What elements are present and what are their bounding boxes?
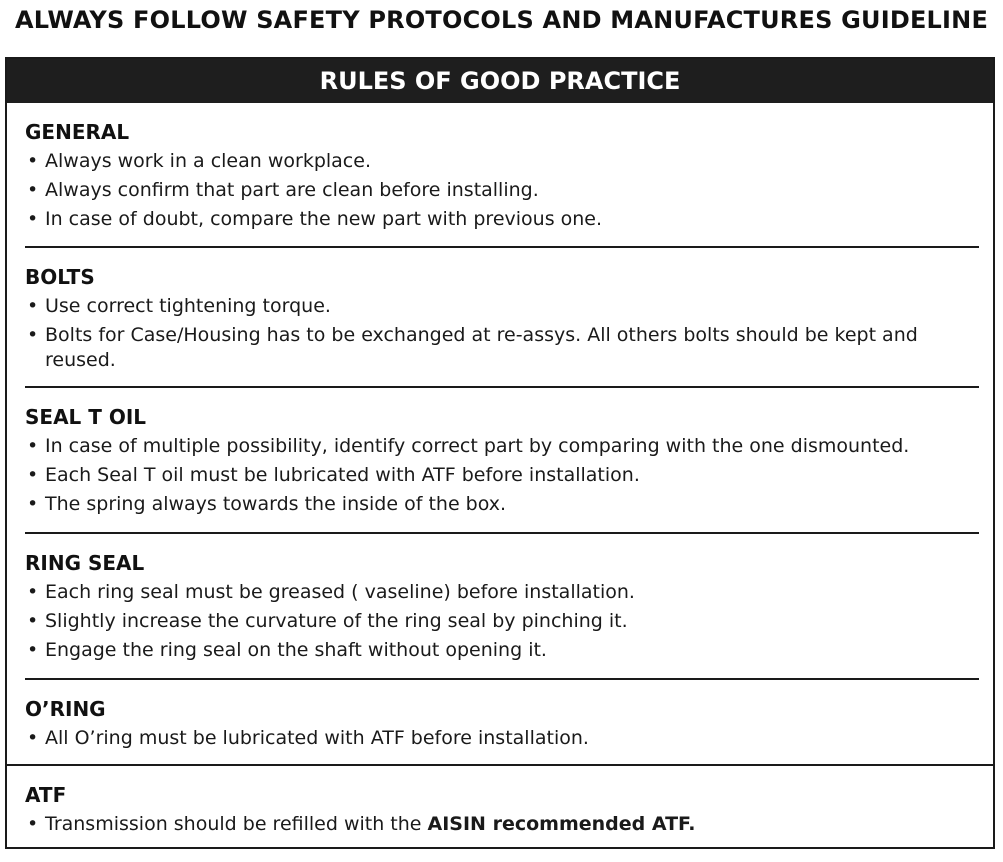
item-text: Slightly increase the curvature of the ring seal by pinching it.: [45, 610, 628, 632]
bullet-icon: •: [27, 727, 39, 749]
list-item: [25, 432, 979, 461]
section-general: [25, 119, 979, 234]
bullet-icon: •: [27, 179, 39, 201]
list-item: [25, 205, 979, 234]
section-o-ring: [25, 696, 979, 753]
seal-t-oil-list: [25, 432, 979, 519]
section-bolts: [25, 264, 979, 373]
ring-seal-list: [25, 578, 979, 665]
bullet-icon: •: [27, 493, 39, 515]
list-item: [25, 292, 979, 321]
section-divider: [25, 246, 979, 248]
list-item: [25, 147, 979, 176]
section-divider: [25, 386, 979, 388]
item-emphasis: AISIN recommended ATF.: [427, 813, 696, 835]
o-ring-list: [25, 724, 979, 753]
list-item: [25, 636, 979, 665]
item-text: Each Seal T oil must be lubricated with ATF before installation.: [45, 464, 640, 486]
bullet-icon: •: [27, 208, 39, 230]
page-heading: ALWAYS FOLLOW SAFETY PROTOCOLS AND MANUFACTURES GUIDELINE: [14, 6, 989, 34]
section-title-seal-t-oil: SEAL T OIL: [25, 405, 147, 429]
rules-box: [5, 57, 995, 849]
list-item: [25, 810, 979, 839]
item-text: Use correct tightening torque.: [45, 295, 331, 317]
bullet-icon: •: [27, 581, 39, 603]
item-text: Bolts for Case/Housing has to be exchanged at re-assys. All others bolts should be kept and reused.: [45, 324, 918, 371]
rules-banner: RULES OF GOOD PRACTICE: [7, 59, 993, 103]
list-item: [25, 724, 979, 753]
list-item: [25, 607, 979, 636]
item-text: In case of doubt, compare the new part with previous one.: [45, 208, 603, 230]
section-ring-seal: [25, 550, 979, 665]
section-title-atf: ATF: [25, 783, 67, 807]
item-text: Transmission should be refilled with the: [45, 813, 428, 835]
bullet-icon: •: [27, 150, 39, 172]
section-atf: [25, 782, 979, 839]
list-item: [25, 461, 979, 490]
bullet-icon: •: [27, 813, 39, 835]
section-divider: [25, 678, 979, 680]
section-title-o-ring: O’RING: [25, 697, 106, 721]
list-item: [25, 176, 979, 205]
section-title-ring-seal: RING SEAL: [25, 551, 145, 575]
section-divider: [7, 764, 993, 766]
section-seal-t-oil: [25, 404, 979, 519]
bullet-icon: •: [27, 464, 39, 486]
atf-list: [25, 810, 979, 839]
section-divider: [25, 532, 979, 534]
general-list: [25, 147, 979, 234]
item-text: Engage the ring seal on the shaft without opening it.: [45, 639, 547, 661]
list-item: [25, 323, 979, 373]
section-title-bolts: BOLTS: [25, 265, 95, 289]
list-item: [25, 490, 979, 519]
bullet-icon: •: [27, 435, 39, 457]
bullet-icon: •: [27, 639, 39, 661]
bullet-icon: •: [27, 610, 39, 632]
section-title-general: GENERAL: [25, 120, 130, 144]
item-text: Always work in a clean workplace.: [45, 150, 371, 172]
item-text: The spring always towards the inside of the box.: [45, 493, 507, 515]
item-text: All O’ring must be lubricated with ATF before installation.: [45, 727, 589, 749]
item-text: In case of multiple possibility, identify correct part by comparing with the one dismounted.: [45, 435, 910, 457]
list-item: [25, 578, 979, 607]
bullet-icon: •: [27, 295, 39, 317]
item-text: Always confirm that part are clean before installing.: [45, 179, 539, 201]
item-text: Each ring seal must be greased ( vaseline) before installation.: [45, 581, 635, 603]
bullet-icon: •: [27, 324, 39, 346]
bolts-list: [25, 292, 979, 373]
